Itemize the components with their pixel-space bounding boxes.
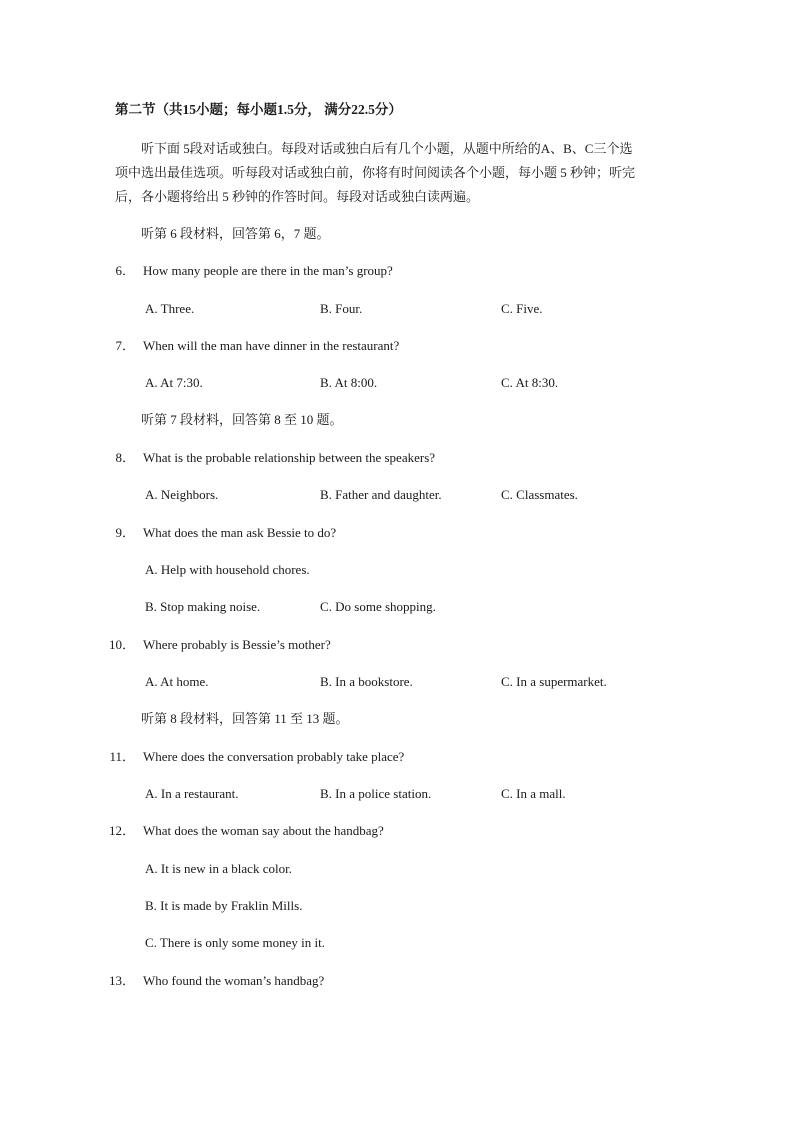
option-b: B. In a police station. xyxy=(320,786,432,801)
option-c: C. There is only some money in it. xyxy=(145,935,325,950)
passage-label-6: 听第 6 段材料，回答第 6，7 题。 xyxy=(141,226,330,241)
option-b: B. Four. xyxy=(320,301,363,316)
option-a: A. Neighbors. xyxy=(145,487,219,502)
question-text: What does the woman say about the handbag? xyxy=(143,823,384,838)
option-a: A. At home. xyxy=(145,674,209,689)
passage-label-7: 听第 7 段材料，回答第 8 至 10 题。 xyxy=(141,412,343,427)
option-a: A. It is new in a black color. xyxy=(145,861,292,876)
question-text: Where does the conversation probably take place? xyxy=(143,749,405,764)
question-number: 7． xyxy=(115,338,135,353)
option-b: B. Stop making noise. xyxy=(145,599,261,614)
option-b: B. In a bookstore. xyxy=(320,674,413,689)
option-b: B. Father and daughter. xyxy=(320,487,442,502)
option-c: C. At 8:30. xyxy=(501,375,559,390)
question-text: How many people are there in the man’s group? xyxy=(143,263,393,278)
option-a: A. Help with household chores. xyxy=(145,562,310,577)
option-b: B. It is made by Fraklin Mills. xyxy=(145,898,303,913)
option-a: A. In a restaurant. xyxy=(145,786,239,801)
question-number: 13． xyxy=(109,973,136,988)
instruction-line-3: 后，各小题将给出 5 秒钟的作答时间。每段对话或独白读两遍。 xyxy=(115,189,480,204)
option-c: C. Do some shopping. xyxy=(320,599,436,614)
question-text: What is the probable relationship between the speakers? xyxy=(143,450,436,465)
section-heading: 第二节（共15小题；每小题1.5分， 满分22.5分） xyxy=(115,102,402,117)
option-c: C. In a supermarket. xyxy=(501,674,607,689)
question-text: Where probably is Bessie’s mother? xyxy=(143,637,331,652)
question-number: 6． xyxy=(115,263,135,278)
question-number: 9． xyxy=(115,525,135,540)
question-number: 11． xyxy=(109,749,135,764)
option-b: B. At 8:00. xyxy=(320,375,378,390)
instruction-line-2: 项中选出最佳选项。听每段对话或独白前，你将有时间阅读各个小题，每小题 5 秒钟；听完 xyxy=(115,165,636,180)
question-number: 8． xyxy=(115,450,135,465)
option-c: C. In a mall. xyxy=(501,786,566,801)
option-c: C. Five. xyxy=(501,301,543,316)
section-instructions xyxy=(115,137,685,209)
instruction-line-1: 听下面 5段对话或独白。每段对话或独白后有几个小题，从题中所给的A、B、C三个选 xyxy=(141,141,633,156)
question-number: 12． xyxy=(109,823,136,838)
question-text: Who found the woman’s handbag? xyxy=(143,973,325,988)
passage-label-8: 听第 8 段材料，回答第 11 至 13 题。 xyxy=(141,711,349,726)
question-text: What does the man ask Bessie to do? xyxy=(143,525,337,540)
option-a: A. Three. xyxy=(145,301,195,316)
option-c: C. Classmates. xyxy=(501,487,578,502)
option-a: A. At 7:30. xyxy=(145,375,203,390)
question-number: 10． xyxy=(109,637,136,652)
question-text: When will the man have dinner in the restaurant? xyxy=(143,338,400,353)
